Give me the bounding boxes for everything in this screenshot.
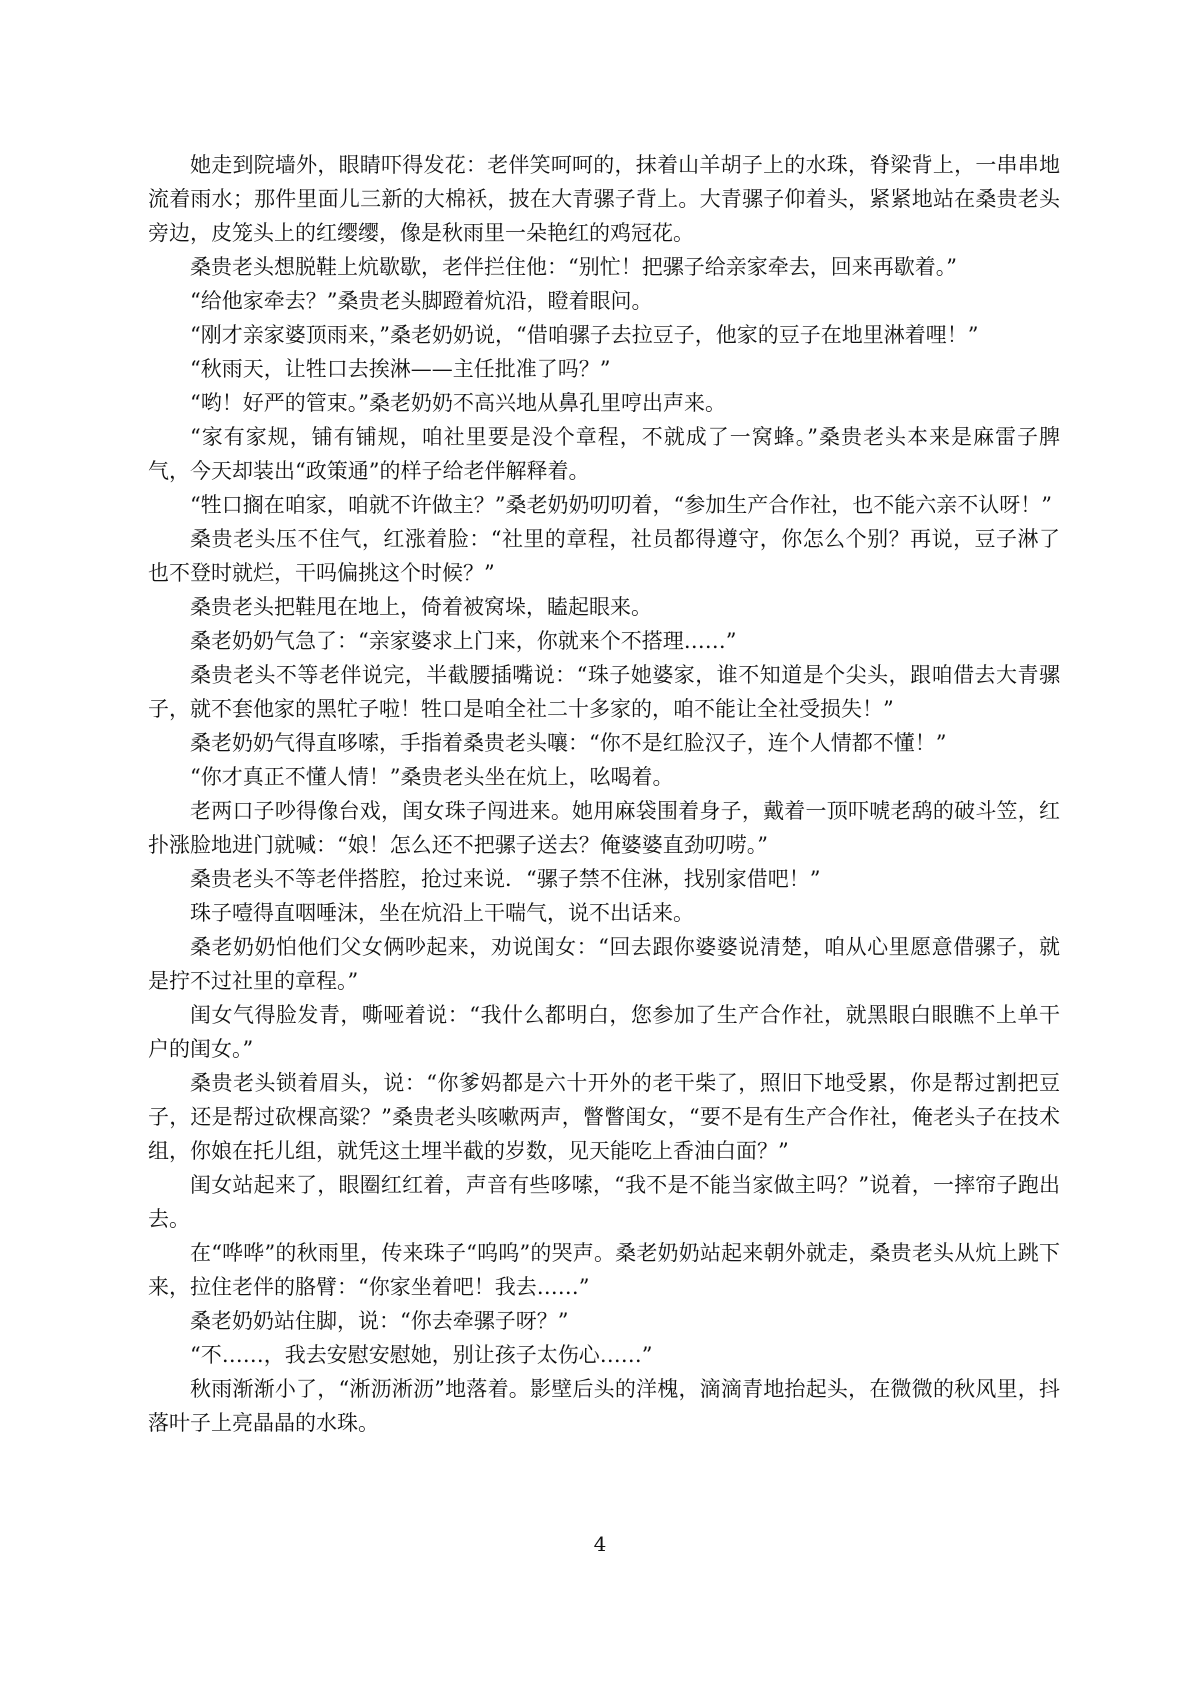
paragraph: “给他家牵去？”桑贵老头脚蹬着炕沿，瞪着眼问。 [190, 289, 653, 313]
paragraph: 秋雨渐渐小了，“淅沥淅沥”地落着。影壁后头的洋槐，滴滴青地抬起头，在微微的秋风里，抖落叶子上亮晶晶的水珠。 [148, 1377, 1060, 1435]
paragraph: 她走到院墙外，眼睛吓得发花：老伴笑呵呵的，抹着山羊胡子上的水珠，脊梁背上，一串串地流着雨水；那件里面儿三新的大棉袄，披在大青骡子背上。大青骡子仰着头，紧紧地站在桑贵老头旁边，皮笼头上的红缨缨，像是秋雨里一朵艳红的鸡冠花。 [148, 153, 1060, 245]
paragraph: 珠子噎得直咽唾沫，坐在炕沿上干喘气，说不出话来。 [190, 901, 694, 925]
paragraph: 桑贵老头把鞋甩在地上，倚着被窝垛，瞌起眼来。 [190, 595, 652, 619]
paragraph: 老两口子吵得像台戏，闺女珠子闯进来。她用麻袋围着身子，戴着一顶吓唬老鸹的破斗笠，红扑涨脸地进门就喊：“娘！怎么还不把骡子送去？俺婆婆直劲叨唠。” [148, 799, 1060, 857]
paragraph: 闺女气得脸发青，嘶哑着说：“我什么都明白，您参加了生产合作社，就黑眼白眼瞧不上单干户的闺女。” [148, 1003, 1060, 1061]
paragraph: “秋雨天，让牲口去挨淋——主任批准了吗？” [190, 357, 611, 381]
paragraph: “哟！好严的管束。”桑老奶奶不高兴地从鼻孔里哼出声来。 [190, 391, 726, 415]
paragraph: 桑贵老头压不住气，红涨着脸：“社里的章程，社员都得遵守，你怎么个别？再说，豆子淋了也不登时就烂，干吗偏挑这个时候？” [148, 527, 1060, 585]
paragraph: “你才真正不懂人情！”桑贵老头坐在炕上，吆喝着。 [190, 765, 674, 789]
paragraph: “刚才亲家婆顶雨来，”桑老奶奶说，“借咱骡子去拉豆子，他家的豆子在地里淋着哩！” [190, 323, 979, 347]
paragraph: 桑老奶奶气得直哆嗦，手指着桑贵老头嚷：“你不是红脸汉子，连个人情都不懂！” [190, 731, 947, 755]
paragraph: 桑老奶奶怕他们父女俩吵起来，劝说闺女：“回去跟你婆婆说清楚，咱从心里愿意借骡子，就是拧不过社里的章程。” [148, 935, 1060, 993]
paragraph: 桑贵老头锁着眉头，说：“你爹妈都是六十开外的老干柴了，照旧下地受累，你是帮过割把豆子，还是帮过砍棵高粱？”桑贵老头咳嗽两声，瞥瞥闺女，“要不是有生产合作社，俺老头子在技术组，你娘在托儿组，就凭这土埋半截的岁数，见天能吃上香油白面？” [148, 1071, 1060, 1163]
paragraph: 桑贵老头想脱鞋上炕歇歇，老伴拦住他：“别忙！把骡子给亲家牵去，回来再歇着。” [190, 255, 957, 279]
paragraph: “牲口搁在咱家，咱就不许做主？”桑老奶奶叨叨着，“参加生产合作社，也不能六亲不认呀！” [190, 493, 1052, 517]
paragraph: 桑老奶奶站住脚，说：“你去牵骡子呀？” [190, 1309, 569, 1333]
document-body [148, 148, 1060, 1588]
paragraph: 闺女站起来了，眼圈红红着，声音有些哆嗦，“我不是不能当家做主吗？”说着，一摔帘子跑出去。 [148, 1173, 1060, 1231]
paragraph: 在“哗哗”的秋雨里，传来珠子“呜呜”的哭声。桑老奶奶站起来朝外就走，桑贵老头从炕上跳下来，拉住老伴的胳臂：“你家坐着吧！我去……” [148, 1241, 1060, 1299]
paragraph: 桑贵老头不等老伴说完，半截腰插嘴说：“珠子她婆家，谁不知道是个尖头，跟咱借去大青骡子，就不套他家的黑牤子啦！牲口是咱全社二十多家的，咱不能让全社受损失！” [148, 663, 1060, 721]
paragraph: 桑贵老头不等老伴搭腔，抢过来说．“骡子禁不住淋，找别家借吧！” [190, 867, 821, 891]
paragraph: “不……，我去安慰安慰她，别让孩子太伤心……” [190, 1343, 653, 1367]
paragraph: “家有家规，铺有铺规，咱社里要是没个章程，不就成了一窝蜂。”桑贵老头本来是麻雷子脾气，今天却装出“政策通”的样子给老伴解释着。 [148, 425, 1060, 483]
paragraph: 桑老奶奶气急了：“亲家婆求上门来，你就来个不搭理……” [190, 629, 737, 653]
page-number: 4 [593, 1532, 607, 1556]
